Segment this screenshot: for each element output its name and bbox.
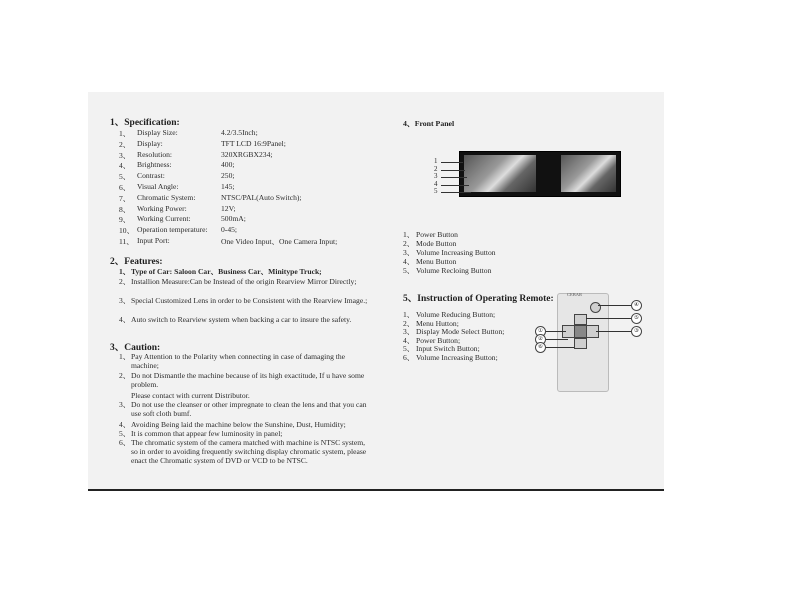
spec-number: 3、 <box>119 150 131 160</box>
remote-callout-line <box>546 347 574 348</box>
remote-callout-number: ⑤ <box>631 313 642 324</box>
feature-number: 3、 <box>119 296 131 305</box>
spec-row <box>119 214 379 224</box>
caution-text: Please contact with current Distributor. <box>131 391 250 400</box>
spec-row <box>119 193 379 203</box>
remote-text: Power Button; <box>416 335 461 345</box>
caution-text: It is common that appear few luminosity in panel; <box>131 429 283 438</box>
panel-callout-line <box>441 177 467 178</box>
spec-row <box>119 236 379 246</box>
feature-number: 4、 <box>119 315 131 324</box>
spec-label: Working Current: <box>137 214 191 224</box>
spec-value: 500mA; <box>221 214 246 224</box>
remote-callout-number: ③ <box>631 326 642 337</box>
feature-text: Installion Measure:Can be Instead of the origin Rearview Mirror Directly; <box>131 277 357 286</box>
spec-row <box>119 150 379 160</box>
front-panel-item <box>403 230 458 239</box>
remote-callout-line <box>596 331 631 332</box>
spec-label: Chromatic System: <box>137 192 196 202</box>
panel-screen-right <box>561 155 616 192</box>
spec-row <box>119 160 379 170</box>
front-panel-text: Volume Recloing Button <box>416 266 492 275</box>
front-panel-number: 4、 <box>403 257 415 266</box>
front-panel-number: 3、 <box>403 248 415 257</box>
front-panel-image <box>459 151 621 197</box>
spec-label: Resolution: <box>137 149 173 159</box>
front-panel-item <box>403 248 496 257</box>
page-bottom-rule <box>88 489 664 491</box>
front-panel-number: 2、 <box>403 239 415 248</box>
panel-callout-line <box>441 170 465 171</box>
spec-row <box>119 225 379 235</box>
front-panel-item <box>403 257 456 266</box>
remote-number: 4、 <box>403 335 415 345</box>
panel-screen-left <box>464 155 536 192</box>
panel-callout-number: 4 <box>434 179 438 188</box>
spec-label: Input Port: <box>137 236 170 245</box>
remote-callout-line <box>546 339 568 340</box>
caution-text: Do not Dismantle the machine because of its high exactitude, If u have some problem. <box>131 371 365 390</box>
spec-value: 320XRGBX234; <box>221 149 273 159</box>
remote-text: Volume Reducing Button; <box>416 310 496 319</box>
front-panel-heading: 4、Front Panel <box>403 119 455 128</box>
remote-text: Input Switch Button; <box>416 344 480 354</box>
remote-number: 5、 <box>403 344 415 354</box>
remote-up-button-shape <box>574 314 587 325</box>
spec-number: 4、 <box>119 161 131 171</box>
spec-value: One Video Input、One Camera Input; <box>221 237 338 246</box>
caution-text: Pay Attention to the Polarity when connecting in case of damaging the machine; <box>131 352 346 371</box>
caution-number: 5、 <box>119 429 131 438</box>
spec-number: 5、 <box>119 172 131 182</box>
spec-value: 250; <box>221 171 235 181</box>
remote-heading: 5、Instruction of Operating Remote: <box>403 294 554 304</box>
feature-number: 2、 <box>119 277 131 286</box>
remote-power-button-shape <box>590 302 601 313</box>
front-panel-text: Power Button <box>416 230 458 239</box>
remote-callout-number: ⑥ <box>535 342 546 353</box>
remote-callout-line <box>598 305 631 306</box>
remote-number: 2、 <box>403 318 415 328</box>
panel-callout-number: 5 <box>434 187 438 196</box>
spec-label: Visual Angle: <box>137 182 179 191</box>
remote-callout-number: ① <box>535 326 546 337</box>
caution-number: 6、 <box>119 438 131 447</box>
remote-text: Volume Increasing Button; <box>416 353 498 362</box>
caution-text: Do not use the cleanser or other impregnate to clean the lens and that you can use soft cloth bumf. <box>131 400 367 419</box>
caution-number: 2、 <box>119 371 131 380</box>
remote-control-image <box>557 293 609 392</box>
front-panel-item <box>403 239 456 248</box>
spec-number: 11、 <box>119 237 134 246</box>
spec-heading: 1、Specification: <box>110 118 180 128</box>
spec-number: 6、 <box>119 183 131 192</box>
remote-brand: CEBAR <box>567 292 583 297</box>
caution-text: Avoiding Being laid the machine below the Sunshine, Dust, Humidity; <box>131 420 346 429</box>
remote-callout-number: ④ <box>631 300 642 311</box>
front-panel-number: 5、 <box>403 266 415 275</box>
feature-text: Special Customized Lens in order to be Consistent with the Rearview Image.; <box>131 296 368 305</box>
spec-value: 4.2/3.5Inch; <box>221 128 258 137</box>
spec-label: Contrast: <box>137 171 165 181</box>
feature-number: 1、 <box>119 267 131 276</box>
remote-text: Display Mode Select Button; <box>416 327 505 337</box>
caution-number: 3、 <box>119 400 131 409</box>
spec-value: TFT LCD 16:9Panel; <box>221 138 286 148</box>
spec-number: 7、 <box>119 193 131 203</box>
spec-value: 400; <box>221 160 235 170</box>
front-panel-number: 1、 <box>403 230 415 239</box>
spec-value: 0-45; <box>221 225 238 235</box>
spec-label: Display Size: <box>137 128 178 137</box>
panel-callout-number: 2 <box>434 164 438 173</box>
feature-text: Type of Car: Saloon Car、Business Car、Minitype Truck; <box>131 267 322 276</box>
spec-row <box>119 139 379 149</box>
feature-text: Auto switch to Rearview system when backing a car to insure the safety. <box>131 315 352 324</box>
spec-label: Display: <box>137 138 163 148</box>
front-panel-text: Menu Button <box>416 257 457 266</box>
spec-value: 145; <box>221 182 235 191</box>
caution-text: The chromatic system of the camera matched with machine is NTSC system, so in order to avoiding frequently switching display chromatic system, please enact the Chromatic system of DVD or VCD to be NTSC. <box>131 438 367 466</box>
front-panel-text: Volume Increasing Button <box>416 248 496 257</box>
caution-number: 1、 <box>119 352 131 361</box>
remote-callout-number: ② <box>535 334 546 345</box>
spec-row <box>119 182 379 192</box>
spec-number: 8、 <box>119 204 131 214</box>
remote-number: 6、 <box>403 353 415 362</box>
panel-callout-number: 1 <box>434 157 438 165</box>
spec-number: 10、 <box>119 226 135 236</box>
spec-label: Operation temperature: <box>137 225 208 235</box>
spec-row <box>119 204 379 214</box>
remote-down-button-shape <box>574 338 587 349</box>
panel-callout-line <box>441 185 469 186</box>
remote-item <box>403 353 498 362</box>
panel-callout-line <box>441 192 471 193</box>
panel-callout-number: 3 <box>434 172 438 181</box>
front-panel-item <box>403 266 491 275</box>
remote-text: Menu Hutton; <box>416 318 459 328</box>
front-panel-text: Mode Button <box>416 239 457 248</box>
caution-heading: 3、Caution: <box>110 343 161 353</box>
spec-label: Working Power: <box>137 203 187 213</box>
spec-number: 1、 <box>119 129 131 138</box>
spec-number: 2、 <box>119 139 131 149</box>
spec-value: 12V; <box>221 203 236 213</box>
spec-label: Brightness: <box>137 160 172 170</box>
remote-callout-line <box>586 318 631 319</box>
remote-number: 3、 <box>403 327 415 337</box>
features-heading: 2、Features: <box>110 257 163 267</box>
remote-number: 1、 <box>403 310 415 319</box>
caution-number: 4、 <box>119 420 131 429</box>
spec-number: 9、 <box>119 215 131 225</box>
spec-row <box>119 171 379 181</box>
remote-callout-line <box>546 331 566 332</box>
spec-value: NTSC/PAL(Auto Switch); <box>221 192 302 202</box>
panel-callout-line <box>441 162 463 163</box>
spec-row <box>119 128 379 138</box>
